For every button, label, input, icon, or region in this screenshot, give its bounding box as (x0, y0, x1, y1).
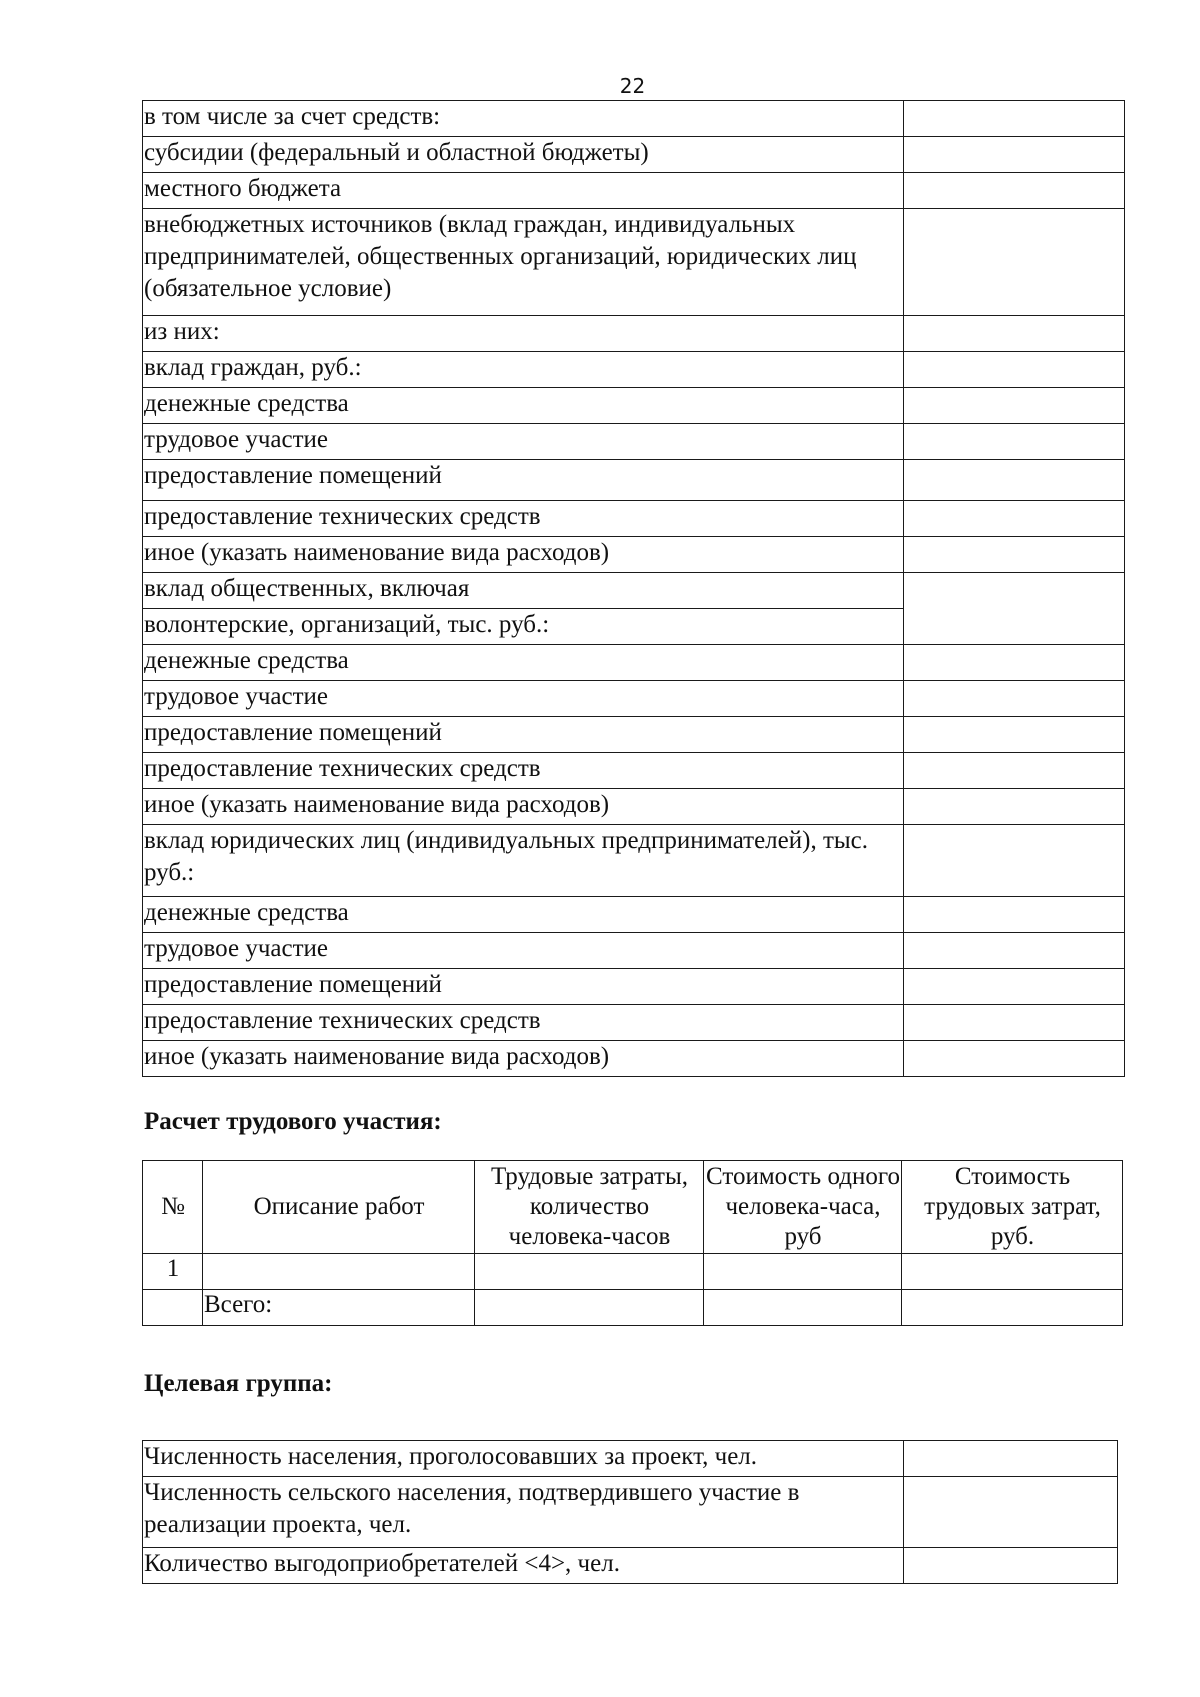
target-group-table (142, 1440, 1118, 1584)
row-label: трудовое участие (143, 933, 904, 969)
row-label: иное (указать наименование вида расходов) (143, 1041, 904, 1077)
row-label: предоставление помещений (143, 717, 904, 753)
table-row (143, 388, 1125, 424)
table-row (143, 501, 1125, 537)
table-row (143, 173, 1125, 209)
total-hours-cell[interactable] (475, 1290, 704, 1326)
labor-section-title: Расчет трудового участия: (144, 1108, 442, 1135)
row-label: предоставление помещений (143, 969, 904, 1005)
value-cell[interactable] (904, 101, 1125, 137)
row-label: трудовое участие (143, 681, 904, 717)
row-label: денежные средства (143, 388, 904, 424)
value-cell[interactable] (904, 388, 1125, 424)
row-label: субсидии (федеральный и областной бюджеты) (143, 137, 904, 173)
table-row (143, 1441, 1118, 1477)
table-row (143, 209, 1125, 316)
row-label: денежные средства (143, 645, 904, 681)
value-cell[interactable] (904, 753, 1125, 789)
table-row (143, 717, 1125, 753)
row-label: трудовое участие (143, 424, 904, 460)
value-cell[interactable] (904, 352, 1125, 388)
table-row (143, 460, 1125, 501)
row-label: предоставление помещений (143, 460, 904, 501)
table-row (143, 1548, 1118, 1584)
column-header-work-description: Описание работ (203, 1161, 475, 1254)
value-cell[interactable] (904, 681, 1125, 717)
value-cell[interactable] (904, 173, 1125, 209)
row-label: волонтерские, организаций, тыс. руб.: (143, 609, 904, 645)
value-cell[interactable] (904, 424, 1125, 460)
table-row (143, 137, 1125, 173)
row-label: из них: (143, 316, 904, 352)
column-header-total-cost: Стоимость трудовых затрат, руб. (902, 1161, 1123, 1254)
labor-hours-cell[interactable] (475, 1254, 704, 1290)
value-cell[interactable] (904, 897, 1125, 933)
table-row (143, 316, 1125, 352)
value-cell[interactable] (904, 933, 1125, 969)
funding-sources-table (142, 100, 1125, 1077)
total-cost-sum-cell[interactable] (902, 1290, 1123, 1326)
total-label: Всего: (203, 1290, 475, 1326)
table-row (143, 645, 1125, 681)
table-row (143, 933, 1125, 969)
value-cell[interactable] (904, 537, 1125, 573)
value-cell[interactable] (904, 316, 1125, 352)
value-cell[interactable] (904, 789, 1125, 825)
table-row (143, 969, 1125, 1005)
value-cell[interactable] (904, 1005, 1125, 1041)
table-row (143, 681, 1125, 717)
row-label: в том числе за счет средств: (143, 101, 904, 137)
table-row (143, 424, 1125, 460)
table-row (143, 1477, 1118, 1548)
value-cell[interactable] (904, 137, 1125, 173)
row-label: Численность населения, проголосовавших за проект, чел. (143, 1441, 904, 1477)
table-row (143, 1254, 1123, 1290)
row-label: вклад общественных, включая (143, 573, 904, 609)
table-row (143, 1041, 1125, 1077)
row-label: вклад юридических лиц (индивидуальных предпринимателей), тыс. руб.: (143, 825, 904, 897)
row-label: предоставление технических средств (143, 1005, 904, 1041)
column-header-hour-cost: Стоимость одного человека-часа, руб (704, 1161, 902, 1254)
table-row (143, 537, 1125, 573)
table-row (143, 789, 1125, 825)
value-cell[interactable] (904, 1477, 1118, 1548)
table-row (143, 101, 1125, 137)
row-label: Численность сельского населения, подтвердившего участие в реализации проекта, чел. (143, 1477, 904, 1548)
value-cell[interactable] (904, 717, 1125, 753)
table-row (143, 573, 1125, 609)
table-row (143, 753, 1125, 789)
value-cell[interactable] (904, 1548, 1118, 1584)
hour-cost-cell[interactable] (704, 1254, 902, 1290)
table-row (143, 352, 1125, 388)
row-label: местного бюджета (143, 173, 904, 209)
labor-participation-table (142, 1160, 1123, 1326)
value-cell[interactable] (904, 1041, 1125, 1077)
work-description-cell[interactable] (203, 1254, 475, 1290)
row-label: иное (указать наименование вида расходов) (143, 537, 904, 573)
total-hour-cost-cell[interactable] (704, 1290, 902, 1326)
page-number: 22 (619, 74, 646, 98)
row-label: вклад граждан, руб.: (143, 352, 904, 388)
total-cost-cell[interactable] (902, 1254, 1123, 1290)
value-cell[interactable] (904, 969, 1125, 1005)
value-cell[interactable] (904, 460, 1125, 501)
table-total-row (143, 1290, 1123, 1326)
table-row (143, 1005, 1125, 1041)
value-cell[interactable] (904, 209, 1125, 316)
value-cell[interactable] (904, 1441, 1118, 1477)
row-label: предоставление технических средств (143, 501, 904, 537)
row-number: 1 (143, 1254, 203, 1290)
target-section-title: Целевая группа: (144, 1370, 333, 1397)
value-cell[interactable] (904, 501, 1125, 537)
table-header-row (143, 1161, 1123, 1254)
row-label: Количество выгодоприобретателей <4>, чел. (143, 1548, 904, 1584)
table-row (143, 897, 1125, 933)
value-cell[interactable] (904, 645, 1125, 681)
row-label: иное (указать наименование вида расходов) (143, 789, 904, 825)
table-row (143, 825, 1125, 897)
row-label: денежные средства (143, 897, 904, 933)
column-header-labor-hours: Трудовые затраты, количество человека-часов (475, 1161, 704, 1254)
value-cell[interactable] (904, 573, 1125, 645)
column-header-number: № (143, 1161, 203, 1254)
value-cell[interactable] (904, 825, 1125, 897)
row-label: предоставление технических средств (143, 753, 904, 789)
empty-cell (143, 1290, 203, 1326)
row-label: внебюджетных источников (вклад граждан, индивидуальных предприниматeлей, общественных организаций, юридических лиц (обязательное условие) (143, 209, 904, 316)
